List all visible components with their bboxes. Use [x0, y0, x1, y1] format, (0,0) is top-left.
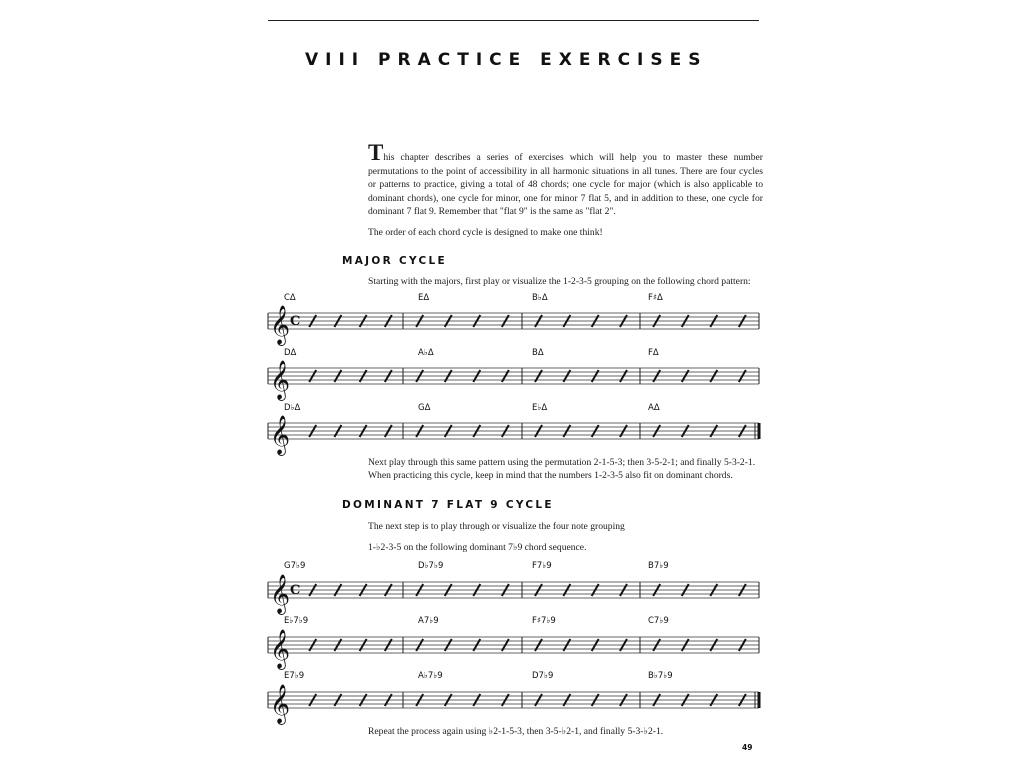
major-after-2: When practicing this cycle, keep in mind that the numbers 1-2-3-5 also fit on dominant chords. — [368, 470, 733, 481]
major-cycle-heading: MAJOR CYCLE — [342, 255, 447, 267]
dominant-staff-2-chord-1: E♭7♭9 — [284, 616, 309, 626]
major-lead: Starting with the majors, first play or visualize the 1-2-3-5 grouping on the following chord pattern: — [368, 276, 751, 287]
major-staff-1-chord-3: B♭Δ — [532, 293, 548, 303]
treble-clef-icon: 𝄞 — [270, 574, 291, 614]
major-staff-2-chord-3: BΔ — [532, 348, 544, 358]
dominant-lead-1: The next step is to play through or visualize the four note grouping — [368, 521, 625, 532]
intro-note: The order of each chord cycle is designed to make one think! — [368, 227, 603, 238]
treble-clef-icon: 𝄞 — [270, 684, 291, 724]
major-staff-2-chord-4: FΔ — [648, 348, 659, 358]
dominant-staff-3-chord-2: A♭7♭9 — [418, 671, 443, 681]
dominant-after: Repeat the process again using ♭2-1-5-3, then 3-5-♭2-1, and finally 5-3-♭2-1. — [368, 726, 664, 737]
major-staff-2-chord-1: DΔ — [284, 348, 297, 358]
dominant-staff-1-chord-1: G7♭9 — [284, 561, 306, 571]
dominant-staff-1-chord-4: B7♭9 — [648, 561, 669, 571]
common-time-icon: C — [290, 583, 301, 598]
major-staff-3-chord-4: AΔ — [648, 403, 660, 413]
dominant-staff-3-chord-3: D7♭9 — [532, 671, 554, 681]
major-staff-1-chord-1: CΔ — [284, 293, 296, 303]
major-staff-3-chord-2: GΔ — [418, 403, 431, 413]
dominant-staff-2-chord-4: C7♭9 — [648, 616, 669, 626]
dropcap: T — [368, 140, 384, 165]
major-staff-2-chord-2: A♭Δ — [418, 348, 434, 358]
major-staff-3-chord-3: E♭Δ — [532, 403, 548, 413]
common-time-icon: C — [290, 314, 301, 329]
dominant-staff-2-chord-3: F♯7♭9 — [532, 616, 556, 626]
dominant-cycle-heading: DOMINANT 7 FLAT 9 CYCLE — [342, 499, 554, 511]
dominant-staff-2-chord-2: A7♭9 — [418, 616, 439, 626]
major-after-1: Next play through this same pattern using the permutation 2-1-5-3; then 3-5-2-1; and finally 5-3-2-1. — [368, 457, 756, 468]
dominant-staff-3-chord-1: E7♭9 — [284, 671, 305, 681]
treble-clef-icon: 𝄞 — [270, 629, 291, 669]
treble-clef-icon: 𝄞 — [270, 415, 291, 455]
dominant-lead-2: 1-♭2-3-5 on the following dominant 7♭9 chord sequence. — [368, 542, 587, 553]
major-staff-1-chord-4: F♯Δ — [648, 293, 663, 303]
treble-clef-icon: 𝄞 — [270, 360, 291, 400]
major-staff-1-chord-2: EΔ — [418, 293, 430, 303]
major-staff-3-chord-1: D♭Δ — [284, 403, 301, 413]
treble-clef-icon: 𝄞 — [270, 305, 291, 345]
page-number: 49 — [742, 743, 753, 752]
dominant-staff-3-chord-4: B♭7♭9 — [648, 671, 673, 681]
dominant-staff-1-chord-2: D♭7♭9 — [418, 561, 444, 571]
intro-text: his chapter describes a series of exercises which will help you to master these number permutations to the point of accessibility in all harmonic situations in all tunes. There are four cycles or patterns to practice, giving a total of 48 chords; one cycle for major (which is also applicable to dominant chords), one cycle for minor, one for minor 7 flat 5, and in addition to these, one cycle for dominant 7 flat 9. Remember that "flat 9" is the same as "flat 2". — [368, 152, 763, 217]
chapter-title: VIII PRACTICE EXERCISES — [305, 50, 708, 70]
dominant-staff-1-chord-3: F7♭9 — [532, 561, 552, 571]
